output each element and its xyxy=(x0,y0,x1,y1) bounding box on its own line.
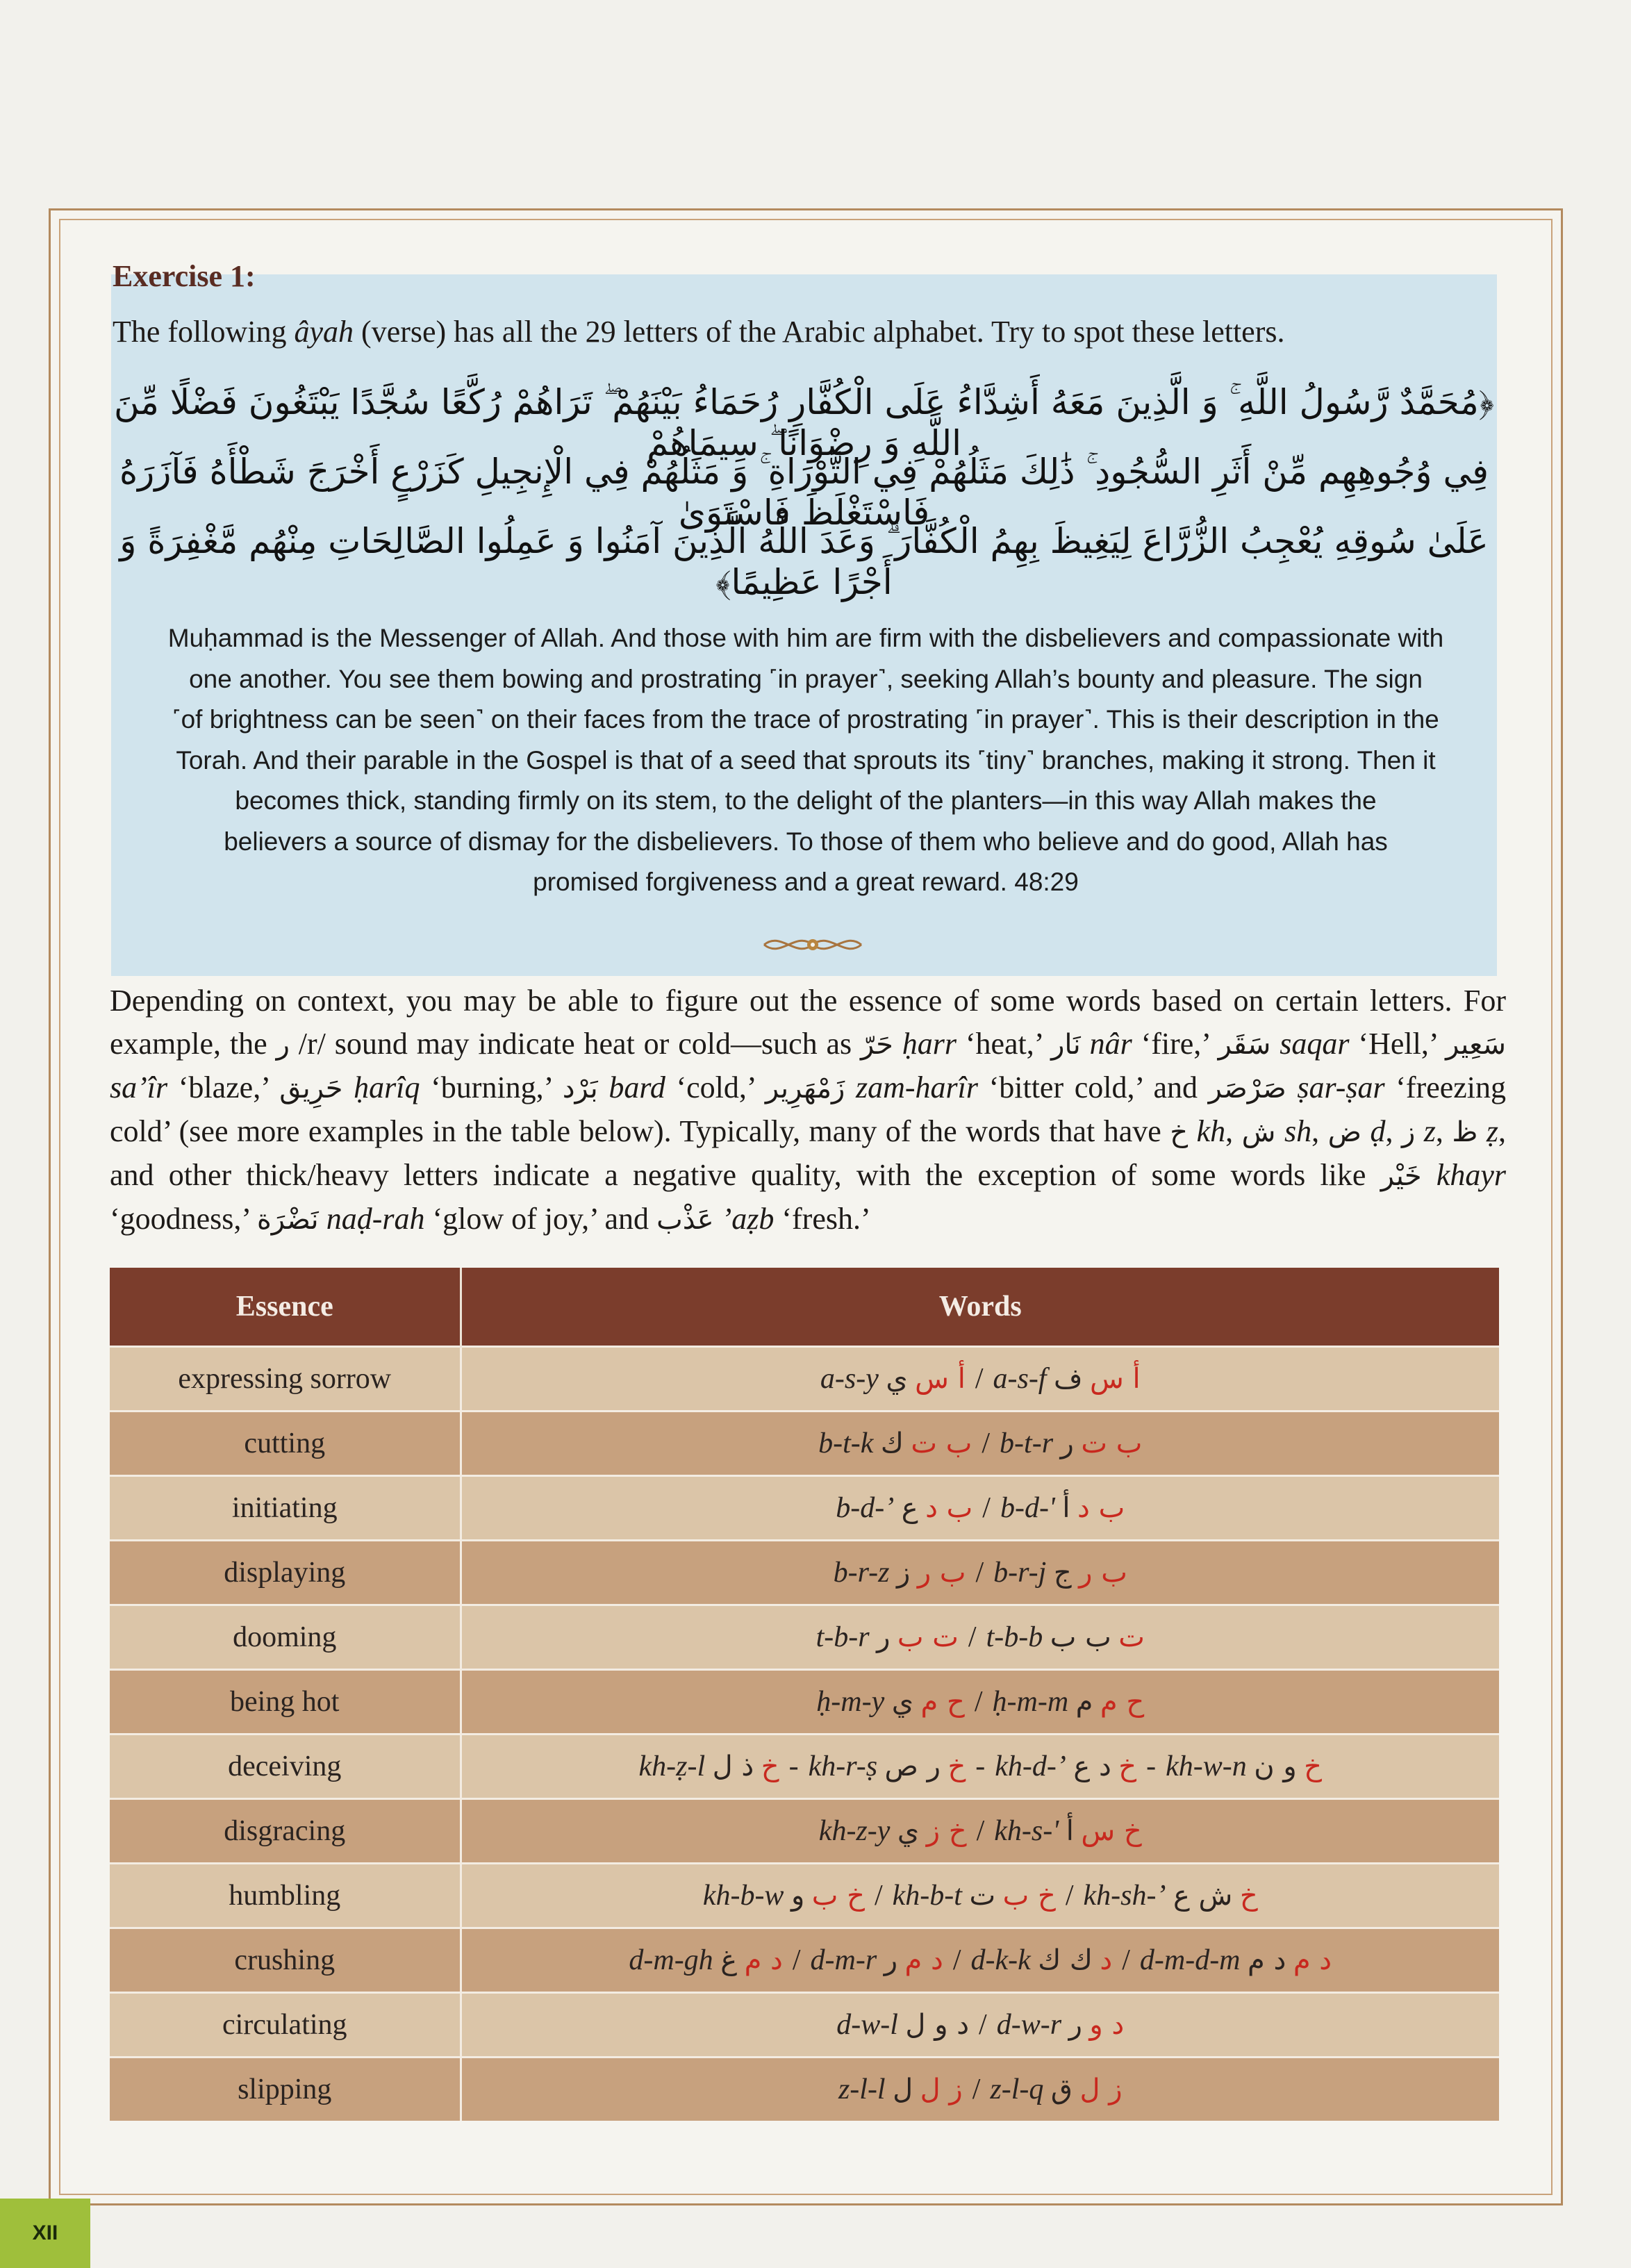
essence-cell: cutting xyxy=(110,1412,461,1476)
transliteration: t-b-b xyxy=(986,1621,1043,1653)
arabic-root xyxy=(713,1750,779,1782)
root-letters-red: ب د xyxy=(1077,1492,1125,1524)
root-letters-black: ت xyxy=(969,1880,996,1912)
root-letters-black: ي xyxy=(891,1686,914,1718)
root-letters-red: ب ر xyxy=(917,1557,966,1589)
arabic-root xyxy=(877,1621,959,1653)
transliteration: d-w-l xyxy=(836,2009,898,2041)
root-letters-black: ي xyxy=(897,1815,920,1847)
transliteration: b-t-r xyxy=(1000,1427,1054,1459)
root-letters-red: أ س xyxy=(915,1363,966,1395)
root-letters-red: خ xyxy=(947,1750,966,1782)
root-letters-red: ب ت xyxy=(911,1427,972,1459)
words-cell xyxy=(461,1670,1499,1735)
exercise-intro: The following âyah (verse) has all the 29 letters of the Arabic alphabet. Try to spot these letters. xyxy=(113,315,1285,349)
essence-cell: deceiving xyxy=(110,1735,461,1799)
transliteration: d-k-k xyxy=(970,1944,1031,1976)
words-cell xyxy=(461,2058,1499,2121)
root-letters-red: د و xyxy=(1089,2009,1125,2041)
root-letters-black: ي xyxy=(886,1363,908,1395)
arabic-root xyxy=(1066,1815,1142,1847)
transliteration: b-r-z xyxy=(833,1557,890,1589)
page-number: XII xyxy=(0,2199,90,2268)
root-letters-black: أ xyxy=(1066,1815,1074,1847)
root-letters-black: م xyxy=(1075,1686,1093,1718)
transliteration: kh-d-’ xyxy=(995,1750,1066,1782)
table-row xyxy=(110,1476,1499,1541)
root-letters-red: خ xyxy=(1304,1750,1322,1782)
root-letters-black: ك ك xyxy=(1038,1944,1093,1976)
arabic-root xyxy=(1050,1621,1145,1653)
root-letters-black: ك xyxy=(880,1427,904,1459)
root-letters-red: خ ب xyxy=(1002,1880,1056,1912)
root-letters-red: خ xyxy=(761,1750,779,1782)
root-letters-black: ل xyxy=(893,2074,913,2105)
arabic-root xyxy=(884,1944,943,1976)
essence-cell: slipping xyxy=(110,2058,461,2121)
essence-cell: expressing sorrow xyxy=(110,1347,461,1412)
transliteration: a-s-y xyxy=(820,1363,879,1395)
root-letters-black: د م xyxy=(1248,1944,1286,1976)
root-letters-black: ش ع xyxy=(1173,1880,1233,1912)
separator: - xyxy=(1146,1750,1157,1782)
arabic-root xyxy=(893,2074,963,2105)
arabic-root xyxy=(1069,2009,1125,2041)
root-letters-red: أ س xyxy=(1089,1363,1141,1395)
header-essence: Essence xyxy=(110,1268,461,1347)
arabic-root xyxy=(1038,1944,1112,1976)
transliteration: z-l-q xyxy=(990,2074,1044,2105)
table-row xyxy=(110,1864,1499,1928)
arabic-root xyxy=(881,1427,972,1459)
transliteration: kh-s-' xyxy=(994,1815,1059,1847)
verse-line-2: فِي وُجُوهِهِم مِّنْ أَثَرِ السُّجُودِ ۚ ذَٰلِكَ مَثَلُهُمْ فِي التَّوْرَاةِ ۚ وَ مَثَلُهُمْ فِي الْإِنجِيلِ كَزَرْعٍ أَخْرَجَ شَطْأَهُ فَآزَرَهُ فَاسْتَغْلَظَ فَاسْتَوَىٰ xyxy=(119,452,1489,533)
words-cell xyxy=(461,1541,1499,1605)
table-row xyxy=(110,1993,1499,2058)
arabic-root xyxy=(1051,2074,1123,2105)
separator: / xyxy=(1122,1944,1130,1976)
exercise-title: Exercise 1: xyxy=(113,259,256,293)
transliteration: ḥ-m-m xyxy=(992,1686,1069,1718)
arabic-root xyxy=(905,2009,969,2041)
transliteration: b-d-' xyxy=(1000,1492,1055,1524)
root-letters-red: ت ب xyxy=(897,1621,959,1653)
words-cell xyxy=(461,1347,1499,1412)
arabic-root xyxy=(885,1750,966,1782)
transliteration: kh-b-w xyxy=(702,1880,784,1912)
root-letters-black: ف xyxy=(1053,1363,1083,1395)
arabic-root xyxy=(1054,1363,1141,1395)
root-letters-black: ذ ل xyxy=(712,1750,754,1782)
arabic-root xyxy=(892,1686,965,1718)
transliteration: d-m-gh xyxy=(629,1944,713,1976)
table-row xyxy=(110,1670,1499,1735)
transliteration: d-w-r xyxy=(996,2009,1062,2041)
root-letters-red: خ xyxy=(1118,1750,1137,1782)
transliteration: b-t-k xyxy=(818,1427,874,1459)
root-letters-black: ر xyxy=(884,1944,898,1976)
essence-paragraph: Depending on context, you may be able to figure out the essence of some words based on certain letters. For example, the ر /r/ sound may indicate heat or cold—such as حَرّ ḥarr ‘heat,’ نَار nâr ‘fire,’ سَقَر saqar ‘Hell,’ سَعِير sa’îr ‘blaze,’ حَرِيق ḥarîq ‘burning,’ بَرْد bard ‘cold,’ زَمْهَرِير zam-harîr ‘bitter cold,’ and صَرْصَر ṣar-ṣar ‘freezing cold’ (see more examples in the table below). Typically, many of the words that have خ kh, ش sh, ض ḍ, ز z, ظ ẓ, and other thick/heavy letters indicate a negative quality, with the exception of some words like خَيْر khayr ‘goodness,’ نَضْرَة naḍ-rah ‘glow of joy,’ and عَذْب ’aẓb ‘fresh.’ xyxy=(110,984,1507,1236)
arabic-root xyxy=(720,1944,783,1976)
verse-line-1: ﴿مُحَمَّدٌ رَّسُولُ اللَّهِ ۚ وَ الَّذِينَ مَعَهُ أَشِدَّاءُ عَلَى الْكُفَّارِ رُحَمَاءُ بَيْنَهُمْ ۖ تَرَاهُمْ رُكَّعًا سُجَّدًا يَبْتَغُونَ فَضْلًا مِّنَ اللَّهِ وَ رِضْوَانًا ۖ سِيمَاهُمْ xyxy=(114,382,1494,463)
transliteration: kh-ẓ-l xyxy=(638,1750,706,1782)
transliteration: kh-w-n xyxy=(1166,1750,1247,1782)
transliteration: a-s-f xyxy=(993,1363,1047,1395)
root-letters-red: ز ل xyxy=(920,2074,963,2105)
root-letters-black: ر xyxy=(877,1621,891,1653)
words-cell xyxy=(461,1735,1499,1799)
root-letters-red: د م xyxy=(744,1944,783,1976)
transliteration: d-m-r xyxy=(810,1944,877,1976)
arabic-root xyxy=(1173,1880,1258,1912)
root-letters-red: ب ت xyxy=(1081,1427,1143,1459)
table-row xyxy=(110,1412,1499,1476)
root-letters-red: خ س xyxy=(1081,1815,1142,1847)
root-letters-red: ح م xyxy=(920,1686,965,1718)
words-cell xyxy=(461,1993,1499,2058)
root-letters-black: ر xyxy=(1068,2009,1082,2041)
arabic-root xyxy=(1073,1750,1136,1782)
essence-cell: disgracing xyxy=(110,1799,461,1864)
arabic-root xyxy=(1054,1557,1127,1589)
separator: / xyxy=(976,1815,985,1847)
root-letters-red: ح م xyxy=(1100,1686,1145,1718)
arabic-root xyxy=(897,1815,967,1847)
words-cell xyxy=(461,1605,1499,1670)
separator: / xyxy=(792,1944,801,1976)
arabic-root xyxy=(897,1557,966,1589)
arabic-root xyxy=(1062,1492,1125,1524)
table-row xyxy=(110,1735,1499,1799)
table-row xyxy=(110,1605,1499,1670)
arabic-root xyxy=(969,1880,1055,1912)
table-row xyxy=(110,2058,1499,2121)
verse-translation: Muḥammad is the Messenger of Allah. And those with him are firm with the disbelievers and compassionate with one another. You see them bowing and prostrating ˹in prayer˺, seeking Allah’s bounty and pleasure. The sign ˹of brightness can be seen˺ on their faces from the trace of prostrating ˹in prayer˺. This is their description in the Torah. And their parable in the Gospel is that of a seed that sprouts its ˹tiny˺ branches, making it strong. Then it becomes thick, standing firmly on its stem, to the delight of the planters—in this way Allah makes the believers a source of dismay for the disbelievers. To those of them who believe and do good, Allah has promised forgiveness and a great reward. 48:29 xyxy=(167,624,1444,896)
separator: - xyxy=(788,1750,799,1782)
root-letters-black: ر xyxy=(1060,1427,1074,1459)
arabic-root xyxy=(791,1880,865,1912)
root-letters-red: د xyxy=(1100,1944,1113,1976)
root-letters-black: ج xyxy=(1053,1557,1072,1589)
essence-cell: dooming xyxy=(110,1605,461,1670)
root-letters-black: د و ل xyxy=(905,2009,970,2041)
root-letters-black: ب ب xyxy=(1050,1621,1111,1653)
arabic-root xyxy=(1248,1944,1332,1976)
root-letters-black: ع xyxy=(901,1492,918,1524)
transliteration: kh-z-y xyxy=(818,1815,891,1847)
essence-cell: displaying xyxy=(110,1541,461,1605)
root-letters-red: د م xyxy=(1293,1944,1332,1976)
root-letters-red: ت xyxy=(1118,1621,1145,1653)
root-letters-red: ب د xyxy=(925,1492,973,1524)
header-words: Words xyxy=(461,1268,1499,1347)
separator: / xyxy=(975,1363,984,1395)
words-cell xyxy=(461,1799,1499,1864)
root-letters-black: و xyxy=(790,1880,805,1912)
essence-cell: being hot xyxy=(110,1670,461,1735)
transliteration: b-r-j xyxy=(993,1557,1047,1589)
separator: / xyxy=(952,1944,961,1976)
separator: / xyxy=(982,1427,991,1459)
transliteration: kh-r-ṣ xyxy=(808,1750,878,1782)
essence-cell: circulating xyxy=(110,1993,461,2058)
separator: / xyxy=(975,1557,984,1589)
root-letters-red: خ ب xyxy=(811,1880,865,1912)
table-row xyxy=(110,1928,1499,1993)
root-letters-black: و ن xyxy=(1254,1750,1297,1782)
separator: / xyxy=(874,1880,883,1912)
words-cell xyxy=(461,1864,1499,1928)
essence-cell: crushing xyxy=(110,1928,461,1993)
separator: / xyxy=(974,1686,983,1718)
root-letters-black: د ع xyxy=(1073,1750,1111,1782)
arabic-root xyxy=(886,1363,965,1395)
transliteration: kh-sh-’ xyxy=(1083,1880,1166,1912)
words-cell xyxy=(461,1928,1499,1993)
words-cell xyxy=(461,1412,1499,1476)
table-row xyxy=(110,1347,1499,1412)
essence-cell: humbling xyxy=(110,1864,461,1928)
root-letters-red: خ ز xyxy=(926,1815,967,1847)
root-letters-black: غ xyxy=(720,1944,738,1976)
arabic-root xyxy=(1061,1427,1143,1459)
arabic-root xyxy=(1254,1750,1322,1782)
essence-words-table xyxy=(110,1268,1499,2121)
root-letters-red: ب ر xyxy=(1079,1557,1127,1589)
root-letters-red: خ xyxy=(1239,1880,1258,1912)
transliteration: d-m-d-m xyxy=(1139,1944,1241,1976)
separator: / xyxy=(972,2074,981,2105)
root-letters-black: ر ص xyxy=(884,1750,941,1782)
transliteration: t-b-r xyxy=(816,1621,870,1653)
table-row xyxy=(110,1541,1499,1605)
transliteration: ḥ-m-y xyxy=(816,1686,885,1718)
root-letters-black: ق xyxy=(1050,2074,1073,2105)
transliteration: b-d-’ xyxy=(836,1492,895,1524)
separator: / xyxy=(1065,1880,1074,1912)
root-letters-black: ز xyxy=(896,1557,911,1589)
essence-cell: initiating xyxy=(110,1476,461,1541)
separator: / xyxy=(968,1621,977,1653)
root-letters-red: د م xyxy=(904,1944,943,1976)
separator: / xyxy=(982,1492,991,1524)
transliteration: kh-b-t xyxy=(892,1880,962,1912)
ornament-divider-icon xyxy=(761,927,865,962)
verse-line-3: عَلَىٰ سُوقِهِ يُعْجِبُ الزُّرَّاعَ لِيَغِيظَ بِهِمُ الْكُفَّارَ ۗ وَعَدَ اللَّهُ الَّذِينَ آمَنُوا وَ عَمِلُوا الصَّالِحَاتِ مِنْهُم مَّغْفِرَةً وَ أَجْرًا عَظِيمًا﴾ xyxy=(119,521,1489,602)
arabic-root xyxy=(1076,1686,1145,1718)
transliteration: z-l-l xyxy=(838,2074,886,2105)
table-header-row xyxy=(110,1268,1499,1347)
words-cell xyxy=(461,1476,1499,1541)
root-letters-black: أ xyxy=(1062,1492,1070,1524)
arabic-root xyxy=(902,1492,973,1524)
separator: - xyxy=(975,1750,986,1782)
table-row xyxy=(110,1799,1499,1864)
root-letters-red: ز ل xyxy=(1079,2074,1123,2105)
separator: / xyxy=(979,2009,987,2041)
